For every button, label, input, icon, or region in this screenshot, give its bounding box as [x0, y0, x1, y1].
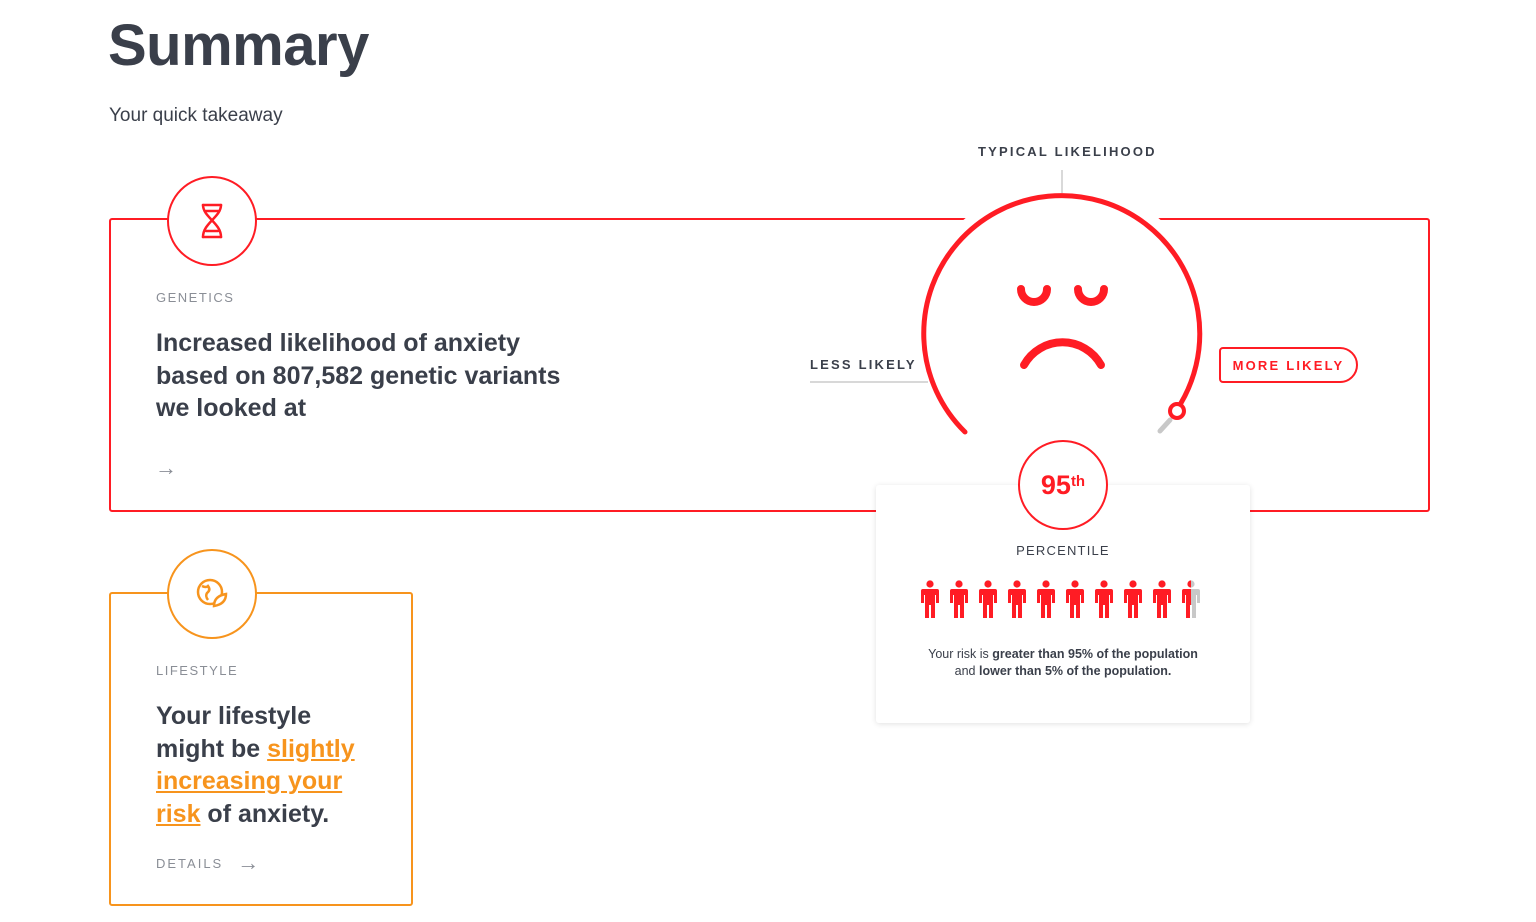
- percentile-label: PERCENTILE: [1016, 543, 1110, 558]
- desc-lower: lower than 5% of the population.: [978, 664, 1172, 678]
- less-likely-label: LESS LIKELY: [810, 357, 917, 372]
- person-icon: [978, 580, 998, 620]
- desc-mid: and: [954, 664, 979, 678]
- likelihood-gauge: [800, 160, 1240, 460]
- population-icons: [920, 580, 1201, 620]
- person-icon: [1123, 580, 1143, 620]
- page-subtitle: Your quick takeaway: [109, 105, 283, 126]
- person-icon: [1065, 580, 1085, 620]
- lifestyle-text-1: Your lifestyle might be: [156, 702, 312, 763]
- desc-pre: Your risk is: [928, 647, 993, 661]
- person-icon: [1181, 580, 1201, 620]
- person-icon: [1036, 580, 1056, 620]
- percentile-description: [876, 646, 1250, 680]
- page-title: Summary: [108, 13, 369, 78]
- lifestyle-risk-link[interactable]: slightly increasing your risk: [156, 734, 355, 828]
- percentile-circle: [1018, 440, 1108, 530]
- person-icon: [1007, 580, 1027, 620]
- globe-leaf-icon: [167, 549, 257, 639]
- genetics-arrow-link[interactable]: →: [155, 455, 177, 480]
- lifestyle-details-link[interactable]: [156, 850, 259, 876]
- details-label: DETAILS: [156, 855, 224, 871]
- percentile-suffix: th: [1070, 472, 1086, 490]
- genetics-headline: Increased likelihood of anxiety based on 807,582 genetic variants we looked at: [156, 329, 561, 422]
- person-icon: [920, 580, 940, 620]
- genetics-category: GENETICS: [156, 290, 235, 305]
- lifestyle-category: LIFESTYLE: [156, 663, 239, 678]
- more-likely-badge: MORE LIKELY: [1219, 347, 1358, 383]
- gauge-marker: [1170, 404, 1184, 418]
- person-icon: [1152, 580, 1172, 620]
- dna-icon: [167, 176, 257, 266]
- percentile-value: 95: [1040, 469, 1071, 500]
- person-icon: [1094, 580, 1114, 620]
- desc-greater: greater than 95% of the population: [992, 647, 1198, 661]
- lifestyle-headline: [156, 700, 386, 830]
- typical-likelihood-label: TYPICAL LIKELIHOOD: [978, 144, 1157, 159]
- arrow-right-icon: →: [237, 850, 260, 875]
- lifestyle-text-2: of anxiety.: [200, 799, 330, 828]
- person-icon: [949, 580, 969, 620]
